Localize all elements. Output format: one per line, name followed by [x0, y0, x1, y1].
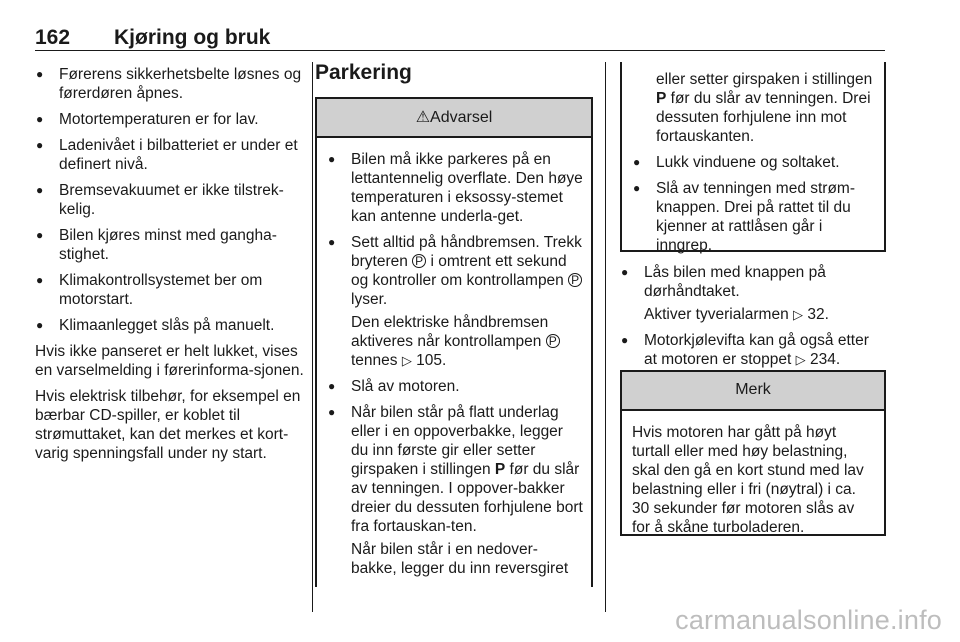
watermark: carmanualsonline.info — [675, 605, 942, 635]
list-item: ● Sett alltid på håndbremsen. Trekk bryteren P i omtrent ett sekund og kontroller om kontrollampen P lyser. Den elektriske håndbremsen aktiveres når kontrollampen P tennes ▷ 105. — [327, 233, 583, 370]
list-item: ● Bilen må ikke parkeres på en lettantennelig overflate. Den høye temperaturen i eksossy‐stemet kan antenne underla‐get. — [327, 150, 583, 226]
section-heading: Parkering — [315, 61, 412, 84]
list-item: ● Når bilen står på flatt underlag eller i en oppoverbakke, legger du inn første gir eller setter girspaken i stillingen P før du slår av tenningen. I oppover‐bakker dreier du dessuten forhjulene bort fra fortauskan‐ten. Når bilen står i en nedover‐bakke, legger du inn reversgiret — [327, 403, 583, 578]
warning-header — [317, 99, 591, 138]
column-divider-1 — [312, 62, 313, 612]
list-item: ● Motorkjølevifta kan gå også etter at motoren er stoppet ▷ 234. — [620, 331, 886, 369]
list-item: ● Ladenivået i bilbatteriet er under et definert nivå. — [35, 136, 305, 174]
page-header — [35, 24, 885, 51]
warning-body — [317, 138, 591, 589]
warning-title: Advarsel — [430, 109, 493, 126]
list-item: ● Motortemperaturen er for lav. — [35, 110, 305, 129]
list-item: ● Bremsevakuumet er ikke tilstrek‐kelig. — [35, 181, 305, 219]
warning-triangle-icon: ⚠ — [415, 109, 431, 126]
note-box — [620, 370, 886, 536]
list-item: ● Slå av motoren. — [327, 377, 583, 396]
column-middle — [315, 60, 593, 96]
column-divider-2 — [605, 62, 606, 612]
page-reference[interactable]: 234. — [809, 351, 841, 368]
list-item: ● Slå av tenningen med strøm‐knappen. Drei på rattet til du kjenner at rattlåsen går i inngrep. — [632, 179, 876, 255]
parking-brake-icon: P — [568, 273, 582, 287]
chapter-title: Kjøring og bruk — [114, 26, 271, 49]
warning-body — [622, 62, 884, 266]
list-item: ● Førerens sikkerhetsbelte løsnes og førerdøren åpnes. — [35, 65, 305, 103]
page-number: 162 — [35, 26, 71, 49]
page-reference[interactable]: 105. — [416, 352, 447, 369]
start-conditions-list — [35, 65, 305, 335]
list-item: ● Klimakontrollsystemet ber om motorstart. — [35, 271, 305, 309]
warning-box — [315, 97, 593, 587]
paragraph: Hvis elektrisk tilbehør, for eksempel en bærbar CD-spiller, er koblet til strømuttaket, kan det merkes et kort‐varig spenningsfall under ny start. — [35, 388, 301, 462]
parking-steps — [620, 263, 886, 376]
parking-brake-icon: P — [412, 254, 426, 268]
parking-brake-icon: P — [546, 334, 560, 348]
note-header: Merk — [622, 372, 884, 411]
list-item: ● Lås bilen med knappen på dørhåndtaket. Aktiver tyverialarmen ▷ 32. — [620, 263, 886, 324]
reference-arrow-icon: ▷ — [795, 352, 806, 367]
sub-paragraph: Når bilen står i en nedover‐bakke, legger du inn reversgiret — [351, 541, 569, 577]
reference-arrow-icon: ▷ — [793, 307, 804, 322]
warning-box-continued — [620, 62, 886, 252]
continued-text: eller setter girspaken i stillingen P før du slår av tenningen. Drei dessuten forhjulene inn mot fortauskanten. — [656, 71, 873, 145]
list-item: ● Klimaanlegget slås på manuelt. — [35, 316, 305, 335]
sub-paragraph: Aktiver tyverialarmen ▷ 32. — [644, 306, 829, 323]
list-item: ● Lukk vinduene og soltaket. — [632, 153, 876, 172]
paragraph: Hvis ikke panseret er helt lukket, vises en varselmelding i førerinforma‐sjonen. — [35, 343, 304, 379]
reference-arrow-icon: ▷ — [401, 353, 412, 368]
sub-paragraph: Den elektriske håndbremsen aktiveres når kontrollampen P tennes ▷ 105. — [351, 313, 583, 370]
column-left — [35, 65, 305, 470]
note-body: Hvis motoren har gått på høyt turtall eller med høy belastning, skal den gå en kort stund med lav belastning eller i fri (nøytral) i ca. 30 sekunder før motoren slås av for å skåne turboladeren. — [632, 424, 864, 536]
page-reference[interactable]: 32. — [807, 306, 829, 323]
list-item: ● Bilen kjøres minst med gangha‐stighet. — [35, 226, 305, 264]
